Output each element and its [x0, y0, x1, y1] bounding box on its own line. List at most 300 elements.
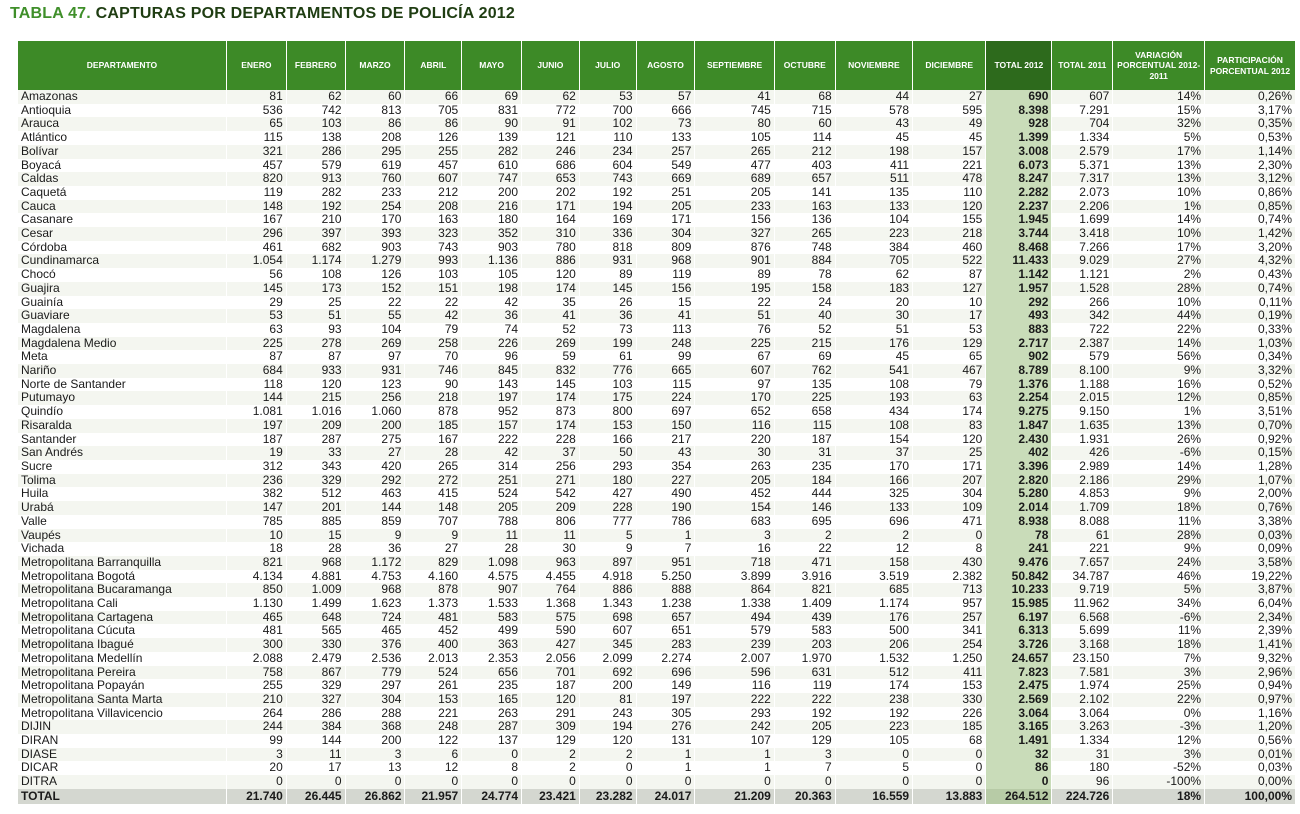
value-cell: 34%: [1113, 597, 1205, 611]
value-cell: 5.250: [636, 570, 695, 584]
value-cell: 9.275: [986, 405, 1052, 419]
value-cell: 713: [913, 583, 986, 597]
departamento-cell: Magdalena Medio: [18, 337, 226, 351]
departamento-cell: Quindío: [18, 405, 226, 419]
value-cell: 607: [695, 364, 774, 378]
value-cell: 171: [913, 460, 986, 474]
value-cell: 831: [462, 104, 522, 118]
value-cell: 951: [636, 556, 695, 570]
value-cell: 17: [286, 761, 345, 775]
value-cell: 0: [462, 775, 522, 789]
value-cell: 27: [345, 446, 405, 460]
value-cell: 1.009: [286, 583, 345, 597]
value-cell: 384: [835, 241, 912, 255]
value-cell: 2.569: [986, 693, 1052, 707]
departamento-cell: Urabá: [18, 501, 226, 515]
value-cell: 105: [835, 734, 912, 748]
value-cell: 7: [774, 761, 835, 775]
value-cell: 15: [286, 529, 345, 543]
col-header-departamento: DEPARTAMENTO: [18, 41, 226, 90]
value-cell: 90: [405, 378, 462, 392]
value-cell: 269: [522, 337, 580, 351]
value-cell: 1.847: [986, 419, 1052, 433]
value-cell: 1.081: [226, 405, 286, 419]
value-cell: 10: [913, 296, 986, 310]
table-row: [18, 282, 1296, 296]
value-cell: 748: [774, 241, 835, 255]
value-cell: 1.368: [522, 597, 580, 611]
value-cell: 426: [1052, 446, 1113, 460]
value-cell: 397: [286, 227, 345, 241]
value-cell: 8.100: [1052, 364, 1113, 378]
table-row: [18, 145, 1296, 159]
value-cell: 743: [579, 172, 636, 186]
value-cell: 903: [462, 241, 522, 255]
value-cell: 46%: [1113, 570, 1205, 584]
value-cell: 12: [835, 542, 912, 556]
value-cell: 180: [1052, 761, 1113, 775]
value-cell: 3.744: [986, 227, 1052, 241]
value-cell: 0: [913, 775, 986, 789]
value-cell: 700: [579, 104, 636, 118]
value-cell: 22%: [1113, 693, 1205, 707]
value-cell: 0: [913, 748, 986, 762]
value-cell: 457: [226, 159, 286, 173]
value-cell: 8.247: [986, 172, 1052, 186]
value-cell: 236: [226, 474, 286, 488]
value-cell: 239: [695, 638, 774, 652]
table-row: [18, 296, 1296, 310]
table-row: [18, 433, 1296, 447]
departamento-cell: Valle: [18, 515, 226, 529]
value-cell: 248: [405, 720, 462, 734]
value-cell: 3,20%: [1205, 241, 1296, 255]
value-cell: 3: [226, 748, 286, 762]
value-cell: 0,34%: [1205, 350, 1296, 364]
value-cell: 800: [579, 405, 636, 419]
value-cell: 0,19%: [1205, 309, 1296, 323]
value-cell: 1.188: [1052, 378, 1113, 392]
value-cell: 1.238: [636, 597, 695, 611]
value-cell: 14%: [1113, 90, 1205, 104]
value-cell: 138: [286, 131, 345, 145]
value-cell: 254: [913, 638, 986, 652]
value-cell: 173: [286, 282, 345, 296]
value-cell: 17%: [1113, 145, 1205, 159]
value-cell: 928: [986, 117, 1052, 131]
departamento-cell: Putumayo: [18, 391, 226, 405]
departamento-cell: Metropolitana Cúcuta: [18, 624, 226, 638]
value-cell: 325: [835, 487, 912, 501]
value-cell: 152: [345, 282, 405, 296]
value-cell: 215: [286, 391, 345, 405]
value-cell: 22: [345, 296, 405, 310]
value-cell: 2.007: [695, 652, 774, 666]
value-cell: 1.054: [226, 254, 286, 268]
value-cell: 78: [774, 268, 835, 282]
value-cell: 295: [345, 145, 405, 159]
value-cell: 89: [579, 268, 636, 282]
value-cell: 1.373: [405, 597, 462, 611]
value-cell: 227: [636, 474, 695, 488]
value-cell: 291: [522, 707, 580, 721]
value-cell: 45: [835, 350, 912, 364]
value-cell: 2,00%: [1205, 487, 1296, 501]
value-cell: 24.657: [986, 652, 1052, 666]
value-cell: 336: [579, 227, 636, 241]
value-cell: 129: [774, 734, 835, 748]
value-cell: 81: [579, 693, 636, 707]
value-cell: 2.254: [986, 391, 1052, 405]
value-cell: 224.726: [1052, 789, 1113, 804]
value-cell: 2,30%: [1205, 159, 1296, 173]
value-cell: 187: [522, 679, 580, 693]
value-cell: 129: [522, 734, 580, 748]
value-cell: 0,35%: [1205, 117, 1296, 131]
value-cell: 9%: [1113, 364, 1205, 378]
value-cell: 255: [226, 679, 286, 693]
value-cell: 241: [986, 542, 1052, 556]
value-cell: 368: [345, 720, 405, 734]
value-cell: 343: [286, 460, 345, 474]
value-cell: 6,04%: [1205, 597, 1296, 611]
value-cell: 271: [522, 474, 580, 488]
value-cell: 0: [579, 761, 636, 775]
value-cell: 2.387: [1052, 337, 1113, 351]
value-cell: 715: [774, 104, 835, 118]
value-cell: 163: [774, 200, 835, 214]
value-cell: 147: [226, 501, 286, 515]
table-row: [18, 693, 1296, 707]
value-cell: 33: [286, 446, 345, 460]
value-cell: 1.136: [462, 254, 522, 268]
value-cell: 56: [226, 268, 286, 282]
value-cell: 3.916: [774, 570, 835, 584]
value-cell: 845: [462, 364, 522, 378]
departamento-cell: Córdoba: [18, 241, 226, 255]
value-cell: 201: [286, 501, 345, 515]
departamento-cell: Vichada: [18, 542, 226, 556]
value-cell: 282: [462, 145, 522, 159]
value-cell: 963: [522, 556, 580, 570]
value-cell: 23.150: [1052, 652, 1113, 666]
value-cell: 878: [405, 405, 462, 419]
value-cell: 779: [345, 666, 405, 680]
value-cell: 11%: [1113, 624, 1205, 638]
value-cell: 180: [579, 474, 636, 488]
value-cell: 0: [636, 775, 695, 789]
value-cell: 10%: [1113, 227, 1205, 241]
col-header-febrero: FEBRERO: [286, 41, 345, 90]
departamento-cell: Risaralda: [18, 419, 226, 433]
value-cell: 0: [835, 775, 912, 789]
value-cell: 13: [345, 761, 405, 775]
value-cell: 2.282: [986, 186, 1052, 200]
value-cell: 59: [522, 350, 580, 364]
departamento-cell: Guaviare: [18, 309, 226, 323]
value-cell: 1,16%: [1205, 707, 1296, 721]
value-cell: 2.989: [1052, 460, 1113, 474]
value-cell: 19,22%: [1205, 570, 1296, 584]
value-cell: 283: [636, 638, 695, 652]
value-cell: 51: [695, 309, 774, 323]
value-cell: 0,52%: [1205, 378, 1296, 392]
value-cell: 170: [835, 460, 912, 474]
departamento-cell: Bolívar: [18, 145, 226, 159]
table-row: [18, 748, 1296, 762]
value-cell: 194: [579, 720, 636, 734]
value-cell: 103: [405, 268, 462, 282]
value-cell: 62: [835, 268, 912, 282]
value-cell: 384: [286, 720, 345, 734]
table-row: [18, 529, 1296, 543]
value-cell: 4.575: [462, 570, 522, 584]
value-cell: 263: [462, 707, 522, 721]
table-row: [18, 391, 1296, 405]
value-cell: 764: [522, 583, 580, 597]
value-cell: 669: [636, 172, 695, 186]
value-cell: 120: [913, 200, 986, 214]
departamento-cell: Norte de Santander: [18, 378, 226, 392]
value-cell: 724: [345, 611, 405, 625]
value-cell: 4.160: [405, 570, 462, 584]
value-cell: 511: [835, 172, 912, 186]
value-cell: 0,03%: [1205, 761, 1296, 775]
value-cell: 2%: [1113, 268, 1205, 282]
value-cell: 18: [226, 542, 286, 556]
value-cell: 96: [462, 350, 522, 364]
value-cell: 73: [636, 117, 695, 131]
departamento-cell: Metropolitana Villavicencio: [18, 707, 226, 721]
value-cell: 26.445: [286, 789, 345, 804]
value-cell: 913: [286, 172, 345, 186]
value-cell: 169: [579, 213, 636, 227]
value-cell: 127: [913, 282, 986, 296]
value-cell: 5.280: [986, 487, 1052, 501]
value-cell: 0,86%: [1205, 186, 1296, 200]
value-cell: 14%: [1113, 460, 1205, 474]
value-cell: 24%: [1113, 556, 1205, 570]
value-cell: 222: [462, 433, 522, 447]
value-cell: 524: [405, 666, 462, 680]
table-row: [18, 104, 1296, 118]
value-cell: 512: [835, 666, 912, 680]
value-cell: 463: [345, 487, 405, 501]
value-cell: 3.165: [986, 720, 1052, 734]
value-cell: 968: [286, 556, 345, 570]
table-row: [18, 378, 1296, 392]
value-cell: 304: [913, 487, 986, 501]
table-row: [18, 474, 1296, 488]
value-cell: 321: [226, 145, 286, 159]
value-cell: 126: [345, 268, 405, 282]
col-header-diciembre: DICIEMBRE: [913, 41, 986, 90]
value-cell: 2.102: [1052, 693, 1113, 707]
value-cell: 287: [286, 433, 345, 447]
value-cell: 27: [405, 542, 462, 556]
value-cell: 293: [695, 707, 774, 721]
value-cell: 25%: [1113, 679, 1205, 693]
table-row: [18, 419, 1296, 433]
col-header-participacion: PARTICIPACIÓN PORCENTUAL 2012: [1205, 41, 1296, 90]
value-cell: 829: [405, 556, 462, 570]
value-cell: 6.073: [986, 159, 1052, 173]
departamento-cell: Huila: [18, 487, 226, 501]
table-row: [18, 570, 1296, 584]
value-cell: 286: [286, 145, 345, 159]
value-cell: 1.174: [286, 254, 345, 268]
departamento-cell: Amazonas: [18, 90, 226, 104]
value-cell: 477: [695, 159, 774, 173]
value-cell: 26%: [1113, 433, 1205, 447]
value-cell: 11%: [1113, 515, 1205, 529]
value-cell: 2.015: [1052, 391, 1113, 405]
value-cell: 207: [913, 474, 986, 488]
value-cell: 22: [405, 296, 462, 310]
value-cell: 17: [913, 309, 986, 323]
value-cell: 684: [226, 364, 286, 378]
value-cell: 1.121: [1052, 268, 1113, 282]
value-cell: 226: [913, 707, 986, 721]
value-cell: 3: [695, 529, 774, 543]
value-cell: 403: [774, 159, 835, 173]
value-cell: 1.970: [774, 652, 835, 666]
value-cell: 110: [579, 131, 636, 145]
table-row: [18, 761, 1296, 775]
value-cell: 32: [986, 748, 1052, 762]
value-cell: 3.064: [986, 707, 1052, 721]
value-cell: 658: [774, 405, 835, 419]
value-cell: 199: [579, 337, 636, 351]
value-cell: 590: [522, 624, 580, 638]
value-cell: 0,76%: [1205, 501, 1296, 515]
value-cell: 146: [774, 501, 835, 515]
value-cell: 345: [579, 638, 636, 652]
value-cell: 0,97%: [1205, 693, 1296, 707]
departamento-cell: Caquetá: [18, 186, 226, 200]
value-cell: 116: [695, 419, 774, 433]
value-cell: 107: [695, 734, 774, 748]
value-cell: 806: [522, 515, 580, 529]
value-cell: 0: [522, 775, 580, 789]
value-cell: 376: [345, 638, 405, 652]
value-cell: 183: [835, 282, 912, 296]
value-cell: 465: [345, 624, 405, 638]
value-cell: 0,43%: [1205, 268, 1296, 282]
value-cell: 0,03%: [1205, 529, 1296, 543]
value-cell: 5: [835, 761, 912, 775]
value-cell: 785: [226, 515, 286, 529]
departamento-cell: Tolima: [18, 474, 226, 488]
value-cell: 11.962: [1052, 597, 1113, 611]
value-cell: 66: [405, 90, 462, 104]
value-cell: 968: [636, 254, 695, 268]
value-cell: 4.853: [1052, 487, 1113, 501]
value-cell: 1.279: [345, 254, 405, 268]
value-cell: 258: [405, 337, 462, 351]
value-cell: 121: [522, 131, 580, 145]
value-cell: 79: [405, 323, 462, 337]
value-cell: 225: [774, 391, 835, 405]
value-cell: 705: [405, 104, 462, 118]
value-cell: 1.142: [986, 268, 1052, 282]
value-cell: 89: [695, 268, 774, 282]
col-header-agosto: AGOSTO: [636, 41, 695, 90]
value-cell: 205: [695, 186, 774, 200]
value-cell: 323: [405, 227, 462, 241]
value-cell: 293: [579, 460, 636, 474]
value-cell: 9%: [1113, 542, 1205, 556]
value-cell: 193: [835, 391, 912, 405]
value-cell: 197: [226, 419, 286, 433]
value-cell: 352: [462, 227, 522, 241]
value-cell: 579: [286, 159, 345, 173]
value-cell: 2.353: [462, 652, 522, 666]
table-row: [18, 350, 1296, 364]
value-cell: 210: [286, 213, 345, 227]
value-cell: 786: [636, 515, 695, 529]
value-cell: 184: [774, 474, 835, 488]
value-cell: 3,58%: [1205, 556, 1296, 570]
value-cell: 2.013: [405, 652, 462, 666]
value-cell: 3.418: [1052, 227, 1113, 241]
value-cell: 1: [636, 748, 695, 762]
table-row: [18, 213, 1296, 227]
value-cell: 902: [986, 350, 1052, 364]
value-cell: 439: [774, 611, 835, 625]
value-cell: 760: [345, 172, 405, 186]
value-cell: 120: [579, 734, 636, 748]
value-cell: 96: [1052, 775, 1113, 789]
value-cell: 217: [636, 433, 695, 447]
value-cell: 888: [636, 583, 695, 597]
value-cell: 57: [636, 90, 695, 104]
value-cell: 133: [835, 200, 912, 214]
table-body: [18, 90, 1296, 804]
value-cell: 174: [835, 679, 912, 693]
value-cell: 0,92%: [1205, 433, 1296, 447]
value-cell: 61: [1052, 529, 1113, 543]
value-cell: 60: [345, 90, 405, 104]
value-cell: 187: [226, 433, 286, 447]
value-cell: 200: [579, 679, 636, 693]
value-cell: 233: [345, 186, 405, 200]
value-cell: 200: [345, 734, 405, 748]
value-cell: 596: [695, 666, 774, 680]
value-cell: 2: [522, 748, 580, 762]
value-cell: 452: [405, 624, 462, 638]
value-cell: 683: [695, 515, 774, 529]
value-cell: 28: [286, 542, 345, 556]
value-cell: 109: [913, 501, 986, 515]
value-cell: 457: [405, 159, 462, 173]
value-cell: 876: [695, 241, 774, 255]
value-cell: 286: [286, 707, 345, 721]
value-cell: 575: [522, 611, 580, 625]
value-cell: 493: [986, 309, 1052, 323]
value-cell: 251: [636, 186, 695, 200]
value-cell: 44: [835, 90, 912, 104]
value-cell: 218: [405, 391, 462, 405]
value-cell: 5.699: [1052, 624, 1113, 638]
value-cell: 0,09%: [1205, 542, 1296, 556]
value-cell: 56%: [1113, 350, 1205, 364]
value-cell: 143: [462, 378, 522, 392]
value-cell: 223: [835, 227, 912, 241]
value-cell: 15: [636, 296, 695, 310]
value-cell: 0,70%: [1205, 419, 1296, 433]
departamento-cell: Boyacá: [18, 159, 226, 173]
